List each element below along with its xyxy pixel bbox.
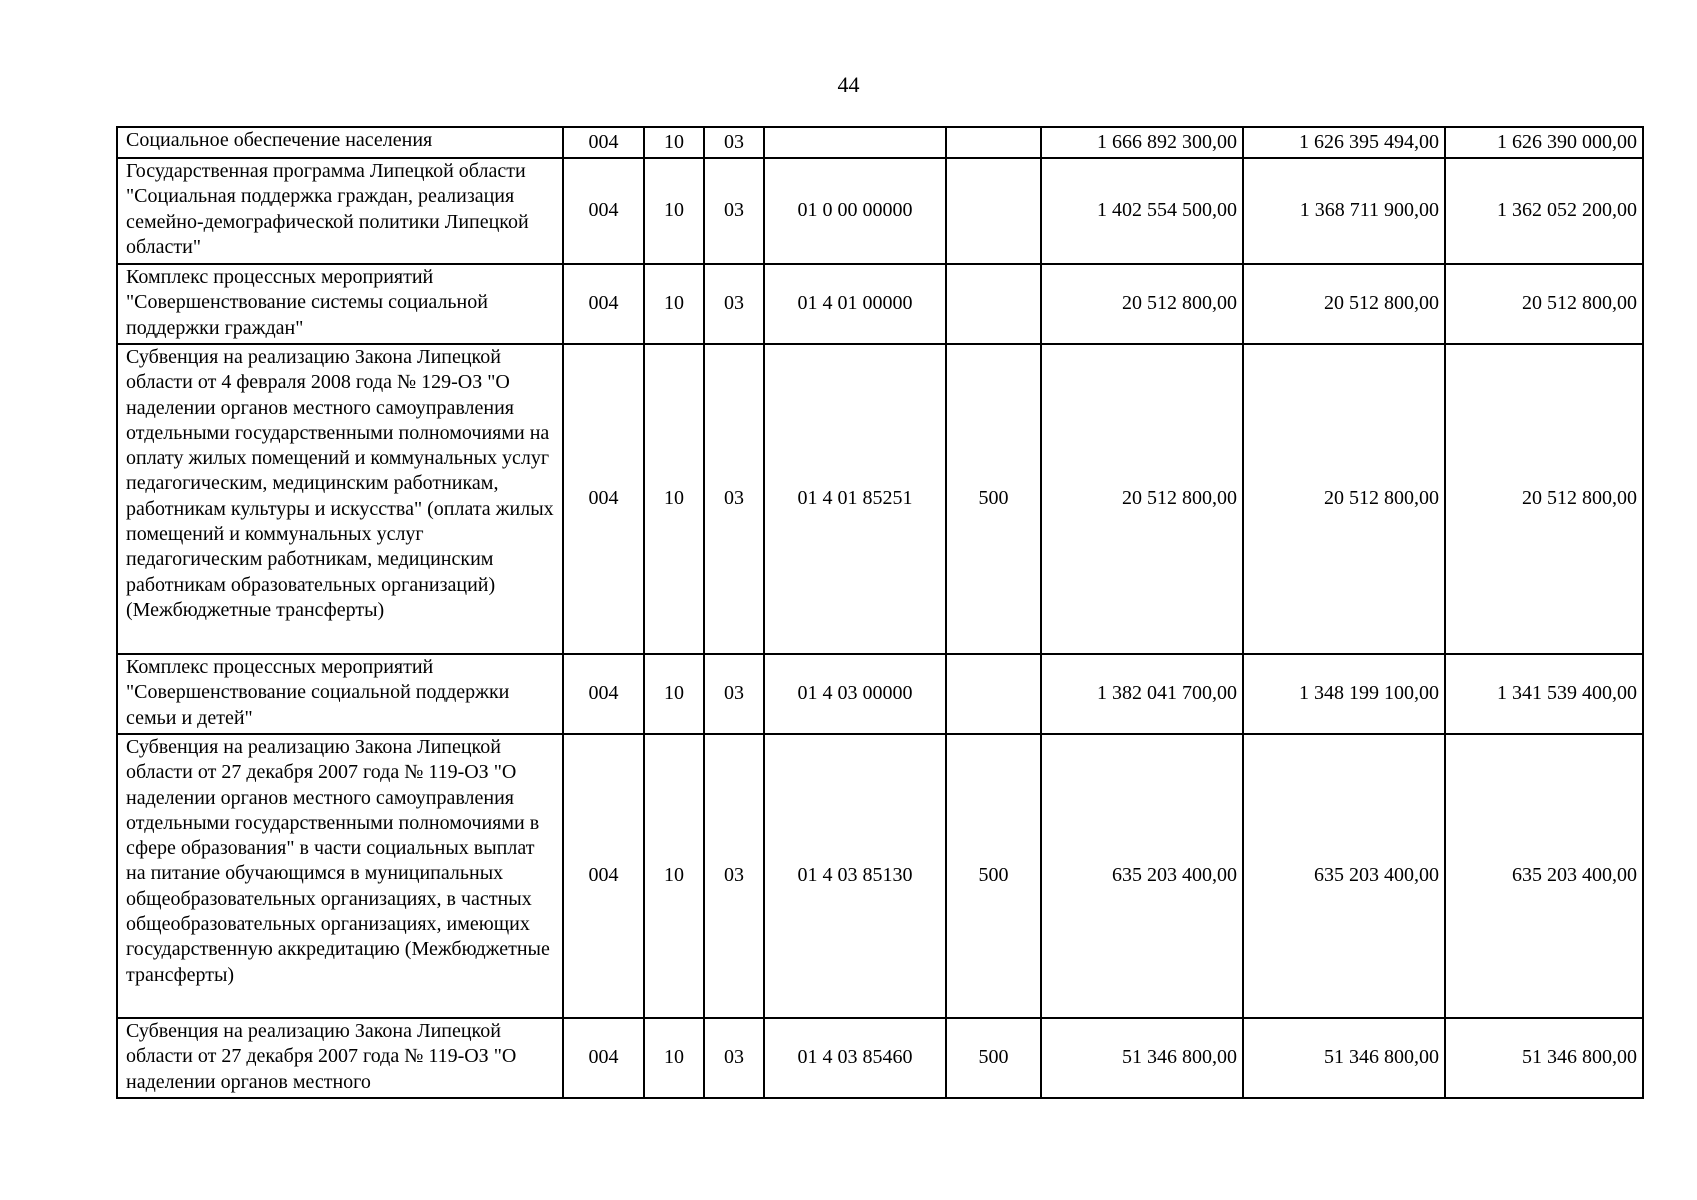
amount-year-3-cell: 20 512 800,00 [1445,264,1643,344]
table-row [117,127,1643,158]
section-code-cell: 10 [644,734,704,1018]
subsection-code-cell: 03 [704,264,764,344]
section-code-cell: 10 [644,1018,704,1098]
amount-year-1-cell: 20 512 800,00 [1041,264,1243,344]
target-article-cell [764,127,946,158]
ministry-code-cell: 004 [563,264,644,344]
amount-year-2-cell: 1 368 711 900,00 [1243,158,1445,264]
row-name-cell: Субвенция на реализацию Закона Липецкой области от 27 декабря 2007 года № 119-ОЗ "О наделении органов местного [117,1018,563,1098]
subsection-code-cell: 03 [704,734,764,1018]
target-article-cell: 01 0 00 00000 [764,158,946,264]
section-code-cell: 10 [644,264,704,344]
subsection-code-cell: 03 [704,158,764,264]
subsection-code-cell: 03 [704,1018,764,1098]
expense-type-cell [946,127,1041,158]
subsection-code-cell: 03 [704,654,764,734]
subsection-code-cell: 03 [704,127,764,158]
ministry-code-cell: 004 [563,344,644,654]
amount-year-3-cell: 20 512 800,00 [1445,344,1643,654]
section-code-cell: 10 [644,127,704,158]
amount-year-1-cell: 1 382 041 700,00 [1041,654,1243,734]
row-name-cell: Субвенция на реализацию Закона Липецкой области от 4 февраля 2008 года № 129-ОЗ "О наделении органов местного самоуправления отдельными государственными полномочиями на оплату жилых помещений и коммунальных услуг педагогическим, медицинским работникам, работникам культуры и искусства" (оплата жилых помещений и коммунальных услуг педагогическим работникам, медицинским работникам образовательных организаций) (Межбюджетные трансферты) [117,344,563,654]
row-name-cell: Комплекс процессных мероприятий "Совершенствование социальной поддержки семьи и детей" [117,654,563,734]
subsection-code-cell: 03 [704,344,764,654]
ministry-code-cell: 004 [563,127,644,158]
amount-year-2-cell: 51 346 800,00 [1243,1018,1445,1098]
expense-type-cell: 500 [946,734,1041,1018]
target-article-cell: 01 4 03 00000 [764,654,946,734]
expense-type-cell [946,654,1041,734]
amount-year-3-cell: 51 346 800,00 [1445,1018,1643,1098]
target-article-cell: 01 4 01 85251 [764,344,946,654]
table-row [117,158,1643,264]
amount-year-1-cell: 20 512 800,00 [1041,344,1243,654]
table-row [117,264,1643,344]
ministry-code-cell: 004 [563,1018,644,1098]
table-row [117,734,1643,1018]
table-row [117,344,1643,654]
table-row [117,654,1643,734]
target-article-cell: 01 4 03 85460 [764,1018,946,1098]
amount-year-1-cell: 1 402 554 500,00 [1041,158,1243,264]
budget-table [116,126,1644,1099]
expense-type-cell: 500 [946,344,1041,654]
section-code-cell: 10 [644,344,704,654]
expense-type-cell: 500 [946,1018,1041,1098]
amount-year-1-cell: 1 666 892 300,00 [1041,127,1243,158]
amount-year-3-cell: 635 203 400,00 [1445,734,1643,1018]
page-number: 44 [837,72,860,97]
amount-year-2-cell: 20 512 800,00 [1243,344,1445,654]
amount-year-3-cell: 1 341 539 400,00 [1445,654,1643,734]
section-code-cell: 10 [644,654,704,734]
amount-year-1-cell: 635 203 400,00 [1041,734,1243,1018]
amount-year-2-cell: 20 512 800,00 [1243,264,1445,344]
ministry-code-cell: 004 [563,654,644,734]
table-row [117,1018,1643,1098]
ministry-code-cell: 004 [563,734,644,1018]
row-name-cell: Субвенция на реализацию Закона Липецкой области от 27 декабря 2007 года № 119-ОЗ "О наделении органов местного самоуправления отдельными государственными полномочиями в сфере образования" в части социальных выплат на питание обучающимся в муниципальных общеобразовательных организациях, в частных общеобразовательных организациях, имеющих государственную аккредитацию (Межбюджетные трансферты) [117,734,563,1018]
amount-year-1-cell: 51 346 800,00 [1041,1018,1243,1098]
expense-type-cell [946,158,1041,264]
row-name-cell: Государственная программа Липецкой области "Социальная поддержка граждан, реализация семейно-демографической политики Липецкой области" [117,158,563,264]
amount-year-3-cell: 1 362 052 200,00 [1445,158,1643,264]
amount-year-2-cell: 635 203 400,00 [1243,734,1445,1018]
row-name-cell: Комплекс процессных мероприятий "Совершенствование системы социальной поддержки граждан" [117,264,563,344]
amount-year-2-cell: 1 626 395 494,00 [1243,127,1445,158]
row-name-cell: Социальное обеспечение населения [117,127,563,158]
amount-year-2-cell: 1 348 199 100,00 [1243,654,1445,734]
expense-type-cell [946,264,1041,344]
ministry-code-cell: 004 [563,158,644,264]
target-article-cell: 01 4 03 85130 [764,734,946,1018]
section-code-cell: 10 [644,158,704,264]
target-article-cell: 01 4 01 00000 [764,264,946,344]
amount-year-3-cell: 1 626 390 000,00 [1445,127,1643,158]
